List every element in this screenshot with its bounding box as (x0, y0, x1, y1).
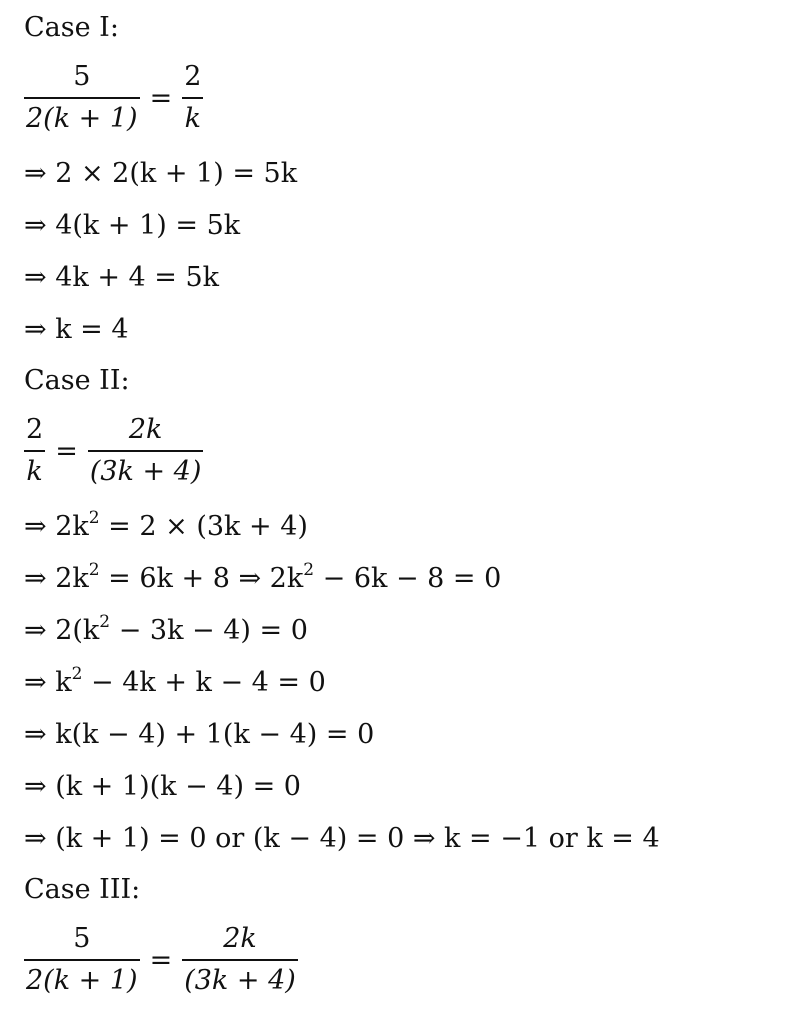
equals-sign: = (149, 944, 173, 976)
fraction-bar (24, 97, 140, 99)
case-2-step-1 (24, 508, 308, 543)
denominator: (3k + 4) (89, 456, 202, 487)
fraction-right (88, 413, 204, 489)
case-1-step-2: ⇒ 4(k + 1) = 5k (24, 210, 241, 241)
denominator: 2(k + 1) (26, 965, 138, 996)
case-2-step-3 (24, 612, 308, 647)
case-1-step-1: ⇒ 2 × 2(k + 1) = 5k (24, 158, 298, 189)
case-2-step-4 (24, 664, 326, 699)
numerator: 2k (223, 923, 257, 954)
fraction-left (24, 413, 45, 489)
fraction-bar (88, 450, 204, 452)
case-2-heading: Case II: (24, 365, 130, 396)
case-2-step-7: ⇒ (k + 1) = 0 or (k − 4) = 0 ⇒ k = −1 or k = 4 (24, 823, 660, 854)
exponent: 2 (88, 508, 100, 528)
exponent: 2 (303, 560, 315, 580)
denominator: k (26, 456, 43, 487)
step-text: − 6k − 8 = 0 (314, 563, 502, 594)
numerator: 5 (73, 61, 91, 92)
case-2-equation (24, 413, 203, 489)
case-2-step-6: ⇒ (k + 1)(k − 4) = 0 (24, 771, 301, 802)
fraction-left (24, 60, 140, 136)
step-text: − 4k + k − 4 = 0 (82, 667, 326, 698)
numerator: 2 (26, 414, 44, 445)
numerator: 2k (128, 414, 163, 445)
equals-sign: = (149, 82, 173, 114)
case-1-equation (24, 60, 203, 136)
case-2-step-5: ⇒ k(k − 4) + 1(k − 4) = 0 (24, 719, 375, 750)
step-text: ⇒ 2(k (24, 615, 100, 646)
step-text: − 3k − 4) = 0 (110, 615, 308, 646)
case-3-heading: Case III: (24, 874, 141, 905)
fraction-bar (24, 959, 140, 961)
step-text: = 6k + 8 ⇒ 2k (99, 563, 304, 594)
exponent: 2 (88, 560, 100, 580)
denominator: 2(k + 1) (26, 103, 138, 134)
step-text: = 2 × (3k + 4) (99, 511, 308, 542)
fraction-right (182, 60, 203, 136)
case-1-step-4: ⇒ k = 4 (24, 314, 129, 345)
denominator: (3k + 4) (184, 965, 296, 996)
case-2-step-2 (24, 560, 502, 595)
fraction-right (182, 922, 298, 998)
numerator: 5 (73, 923, 91, 954)
fraction-left (24, 922, 140, 998)
case-3-equation (24, 922, 298, 998)
fraction-bar (182, 959, 298, 961)
step-text: ⇒ 2k (24, 563, 89, 594)
step-text: ⇒ 2k (24, 511, 89, 542)
case-1-heading: Case I: (24, 12, 119, 43)
step-text: ⇒ k (24, 667, 72, 698)
case-1-step-3: ⇒ 4k + 4 = 5k (24, 262, 220, 293)
equals-sign: = (55, 435, 78, 467)
denominator: k (184, 103, 201, 134)
fraction-bar (182, 97, 203, 99)
fraction-bar (24, 450, 45, 452)
exponent: 2 (99, 612, 111, 632)
exponent: 2 (71, 664, 83, 684)
numerator: 2 (184, 61, 202, 92)
